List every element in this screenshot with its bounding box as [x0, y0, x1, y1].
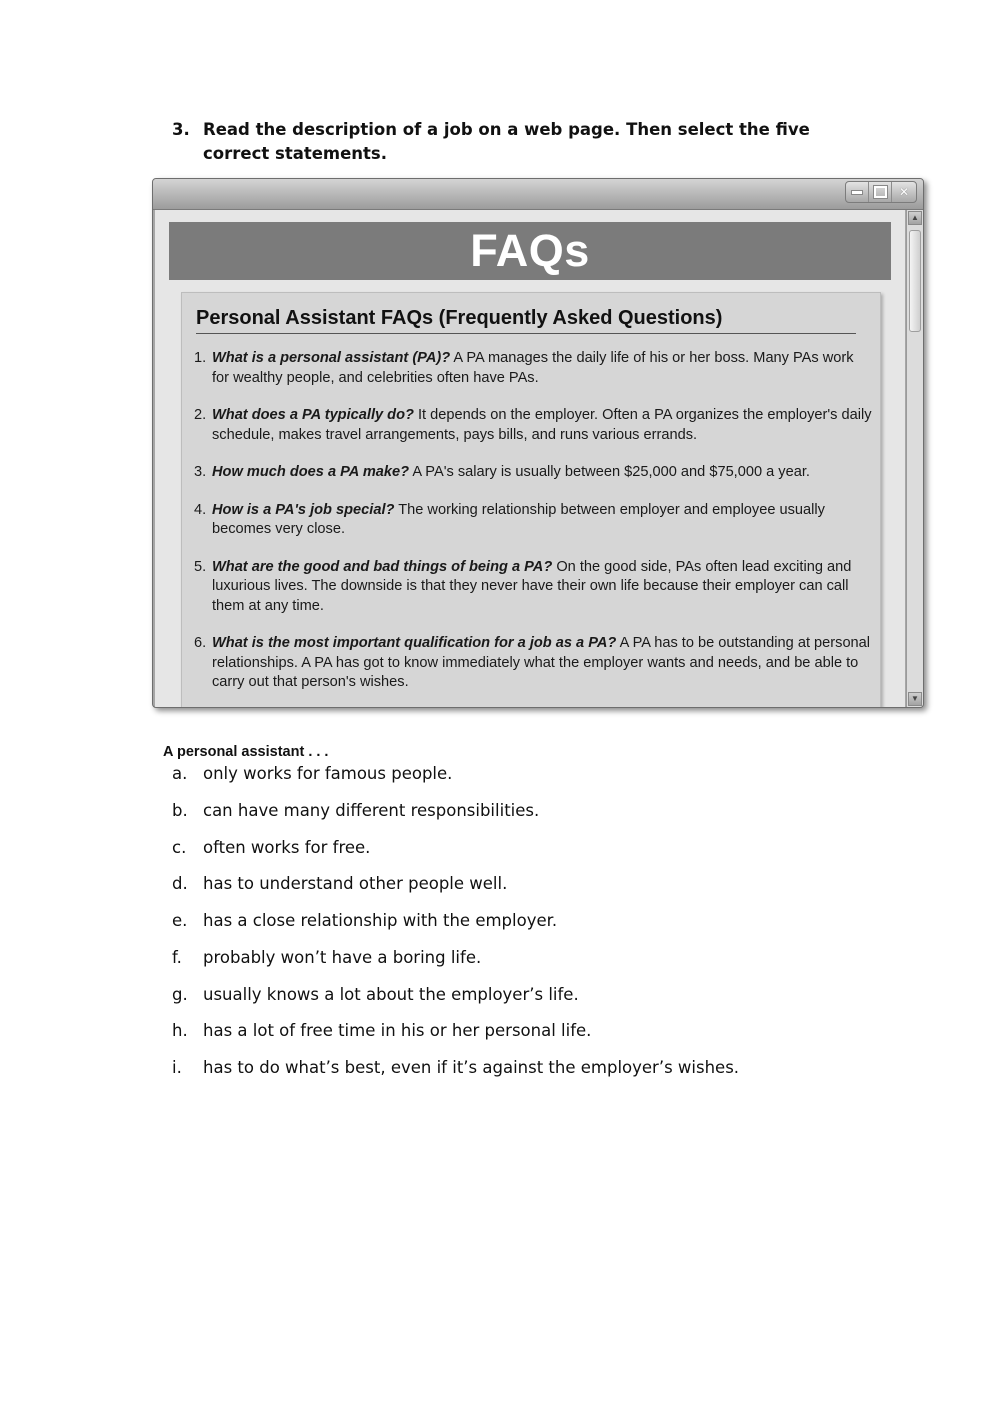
scroll-thumb[interactable]: [909, 230, 921, 332]
faq-answer: A PA manages the daily life of his or her boss. Many PAs work for wealthy people, and celebrities often have PAs.: [212, 350, 854, 386]
faq-question: What is the most important qualification for a job as a PA?: [212, 635, 617, 651]
scroll-down-icon[interactable]: ▼: [908, 692, 922, 706]
option-letter: b.: [172, 800, 188, 820]
exercise-instruction: [172, 118, 852, 166]
close-icon[interactable]: ✕: [898, 185, 910, 199]
faq-answer: A PA has to be outstanding at personal relationships. A PA has got to know immediately what the employer wants and needs, and be able to carry out that person's wishes.: [212, 635, 871, 690]
option-e[interactable]: [172, 909, 872, 946]
faq-question: What are the good and bad things of being a PA?: [212, 558, 553, 575]
maximize-icon[interactable]: [869, 182, 892, 202]
window-controls: [845, 181, 917, 203]
faq-item: [194, 501, 874, 540]
faq-question: How much does a PA make?: [212, 464, 410, 480]
option-text: only works for famous people.: [203, 764, 453, 783]
window-titlebar: [153, 179, 923, 210]
option-letter: a.: [172, 764, 188, 783]
option-letter: f.: [172, 947, 182, 967]
option-c[interactable]: [172, 836, 872, 873]
option-letter: d.: [172, 874, 188, 894]
faq-banner: FAQs: [169, 222, 891, 280]
faq-answer: It depends on the employer. Often a PA organizes the employer's daily schedule, makes travel arrangements, pays bills, and runs various errands.: [212, 407, 872, 443]
option-text: probably won’t have a boring life.: [203, 947, 482, 967]
option-text: has a close relationship with the employer.: [203, 911, 558, 930]
faq-number: 4.: [194, 501, 207, 518]
faq-answer: A PA's salary is usually between $25,000 and $75,000 a year.: [412, 464, 810, 480]
faq-number: 3.: [194, 464, 207, 480]
option-text: usually knows a lot about the employer’s life.: [203, 984, 579, 1004]
option-f[interactable]: [172, 946, 872, 983]
option-text: has a lot of free time in his or her personal life.: [203, 1021, 592, 1041]
option-letter: h.: [172, 1021, 188, 1041]
faq-list: [194, 349, 874, 707]
faq-answer: The working relationship between employer and employee usually becomes very close.: [212, 501, 825, 537]
exercise-number: 3.: [172, 120, 190, 139]
faq-card: [181, 292, 881, 707]
browser-window: [152, 178, 924, 708]
option-d[interactable]: [172, 872, 872, 909]
option-letter: i.: [172, 1058, 182, 1077]
faq-question: How is a PA's job special?: [212, 501, 395, 518]
statement-options: [172, 762, 872, 1093]
instruction-text: Read the description of a job on a web page. Then select the five correct statements.: [203, 120, 810, 163]
vertical-scrollbar[interactable]: [906, 210, 923, 707]
option-letter: c.: [172, 837, 187, 857]
option-letter: g.: [172, 984, 188, 1004]
option-text: has to understand other people well.: [203, 874, 508, 894]
faq-number: 1.: [194, 350, 207, 366]
faq-item: [194, 463, 874, 483]
faq-item: [194, 558, 874, 617]
web-page-viewport: [155, 210, 905, 707]
scroll-up-icon[interactable]: ▲: [908, 211, 922, 225]
faq-item: [194, 406, 874, 445]
option-text: often works for free.: [203, 837, 371, 857]
faq-number: 5.: [194, 558, 207, 575]
option-h[interactable]: [172, 1019, 872, 1056]
option-b[interactable]: [172, 799, 872, 836]
faq-item: [194, 634, 874, 693]
faq-number: 2.: [194, 407, 207, 423]
option-g[interactable]: [172, 983, 872, 1020]
faq-answer: On the good side, PAs often lead exciting and luxurious lives. The downside is that they never have their own life because their employer can call them at any time.: [212, 558, 852, 614]
faq-number: 6.: [194, 635, 207, 651]
minimize-icon[interactable]: [846, 182, 869, 202]
question-prompt: A personal assistant . . .: [163, 744, 329, 760]
faq-question: What is a personal assistant (PA)?: [212, 350, 451, 366]
option-i[interactable]: [172, 1056, 872, 1093]
option-letter: e.: [172, 911, 188, 930]
faq-title: Personal Assistant FAQs (Frequently Asked Questions): [196, 307, 856, 334]
option-text: can have many different responsibilities.: [203, 800, 540, 820]
faq-item: [194, 349, 874, 388]
option-text: has to do what’s best, even if it’s against the employer’s wishes.: [203, 1058, 740, 1077]
option-a[interactable]: [172, 762, 872, 799]
faq-question: What does a PA typically do?: [212, 407, 414, 423]
